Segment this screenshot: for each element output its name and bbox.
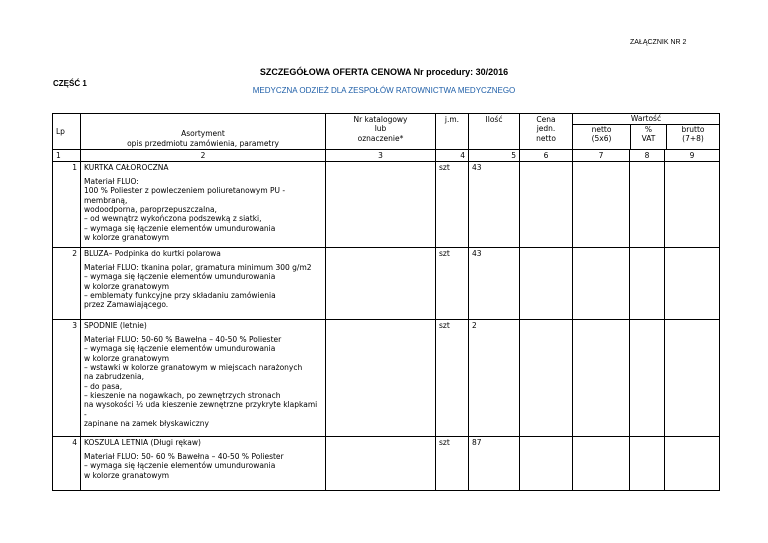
part-label: CZĘŚĆ 1 xyxy=(53,79,87,88)
item-description: Materiał FLUO: 50-60 % Bawełna – 40-50 % Poliester – wymaga się łączenie elementów umundurowania w kolorze granatowym – wstawki w kolorze granatowym w miejscach narażonych na zabrudzenia, – do pasa, – kieszenie na nogawkach, po zewnętrzych stronach na wysokości ½ uda kieszenie zewnętrzne przykryte klapkami - zapinane na zamek błyskawiczny xyxy=(84,334,318,429)
row-assortment xyxy=(81,248,326,320)
offer-table xyxy=(52,113,720,491)
col-number: 7 xyxy=(573,150,630,162)
col-number: 6 xyxy=(520,150,573,162)
col-number: 4 xyxy=(436,150,469,162)
item-name: KOSZULA LETNIA (Długi rękaw) xyxy=(84,438,201,448)
header-lp: Lp xyxy=(53,114,81,150)
row-lp: 1 xyxy=(53,162,81,248)
net-cell[interactable] xyxy=(573,162,630,248)
vat-cell[interactable] xyxy=(630,162,665,248)
net-cell[interactable] xyxy=(573,437,630,491)
net-cell[interactable] xyxy=(573,320,630,437)
catalog-cell[interactable] xyxy=(326,162,436,248)
col-number: 5 xyxy=(469,150,520,162)
qty-cell: 87 xyxy=(469,437,520,491)
table-row xyxy=(53,437,720,491)
item-description: Materiał FLUO: tkanina polar, gramatura minimum 300 g/m2 – wymaga się łączenie elementów umundurowania w kolorze granatowym – emblematy funkcyjne przy składaniu zamówienia przez Zamawiającego. xyxy=(84,262,312,310)
row-lp: 3 xyxy=(53,320,81,437)
table-row xyxy=(53,320,720,437)
header-net: netto (5x6) xyxy=(573,125,631,149)
header-vat: % VAT xyxy=(631,125,667,149)
header-assortment: Asortyment opis przedmiotu zamówienia, parametry xyxy=(81,114,326,150)
catalog-cell[interactable] xyxy=(326,248,436,320)
price-cell[interactable] xyxy=(520,162,573,248)
gross-cell[interactable] xyxy=(665,162,720,248)
table-row xyxy=(53,162,720,248)
header-qty: Ilość xyxy=(469,114,520,150)
qty-cell: 2 xyxy=(469,320,520,437)
header-catalog: Nr katalogowy lub oznaczenie* xyxy=(326,114,436,150)
header-value: Wartość xyxy=(630,114,662,123)
row-assortment xyxy=(81,437,326,491)
col-number: 8 xyxy=(630,150,665,162)
page-subtitle: MEDYCZNA ODZIEŻ DLA ZESPOŁÓW RATOWNICTWA MEDYCZNEGO xyxy=(252,86,516,95)
row-lp: 2 xyxy=(53,248,81,320)
gross-cell[interactable] xyxy=(665,248,720,320)
gross-cell[interactable] xyxy=(665,437,720,491)
price-cell[interactable] xyxy=(520,437,573,491)
row-assortment xyxy=(81,162,326,248)
header-gross: brutto (7+8) xyxy=(681,125,705,144)
unit-cell: szt xyxy=(436,320,469,437)
item-name: SPODNIE (letnie) xyxy=(84,321,147,331)
net-cell[interactable] xyxy=(573,248,630,320)
qty-cell: 43 xyxy=(469,162,520,248)
col-number: 3 xyxy=(326,150,436,162)
col-number: 2 xyxy=(81,150,326,162)
unit-cell: szt xyxy=(436,437,469,491)
col-number: 1 xyxy=(53,150,81,162)
row-assortment xyxy=(81,320,326,437)
catalog-cell[interactable] xyxy=(326,437,436,491)
price-cell[interactable] xyxy=(520,320,573,437)
page-title: SZCZEGÓŁOWA OFERTA CENOWA Nr procedury: 30/2016 xyxy=(259,67,509,77)
item-description: Materiał FLUO: 100 % Poliester z powleczeniem poliuretanowym PU - membraną, wodoodporna, paroprzepuszczalna, – od wewnątrz wykończona podszewką z siatki, – wymaga się łączenie elementów umundurowania w kolorze granatowym xyxy=(84,176,286,242)
row-lp: 4 xyxy=(53,437,81,491)
header-unit: j.m. xyxy=(436,114,469,150)
price-cell[interactable] xyxy=(520,248,573,320)
qty-cell: 43 xyxy=(469,248,520,320)
col-number: 9 xyxy=(665,150,720,162)
unit-cell: szt xyxy=(436,162,469,248)
header-value-group xyxy=(573,114,720,150)
catalog-cell[interactable] xyxy=(326,320,436,437)
vat-cell[interactable] xyxy=(630,248,665,320)
annex-label: ZAŁĄCZNIK NR 2 xyxy=(630,39,687,46)
vat-cell[interactable] xyxy=(630,320,665,437)
header-price: Cena jedn. netto xyxy=(520,114,573,150)
gross-cell[interactable] xyxy=(665,320,720,437)
vat-cell[interactable] xyxy=(630,437,665,491)
table-row xyxy=(53,248,720,320)
item-description: Materiał FLUO: 50- 60 % Bawełna – 40-50 % Poliester – wymaga się łączenie elementów umundurowania w kolorze granatowym xyxy=(84,451,284,480)
item-name: KURTKA CAŁOROCZNA xyxy=(84,163,169,173)
item-name: BLUZA– Podpinka do kurtki polarowa xyxy=(84,249,221,259)
unit-cell: szt xyxy=(436,248,469,320)
